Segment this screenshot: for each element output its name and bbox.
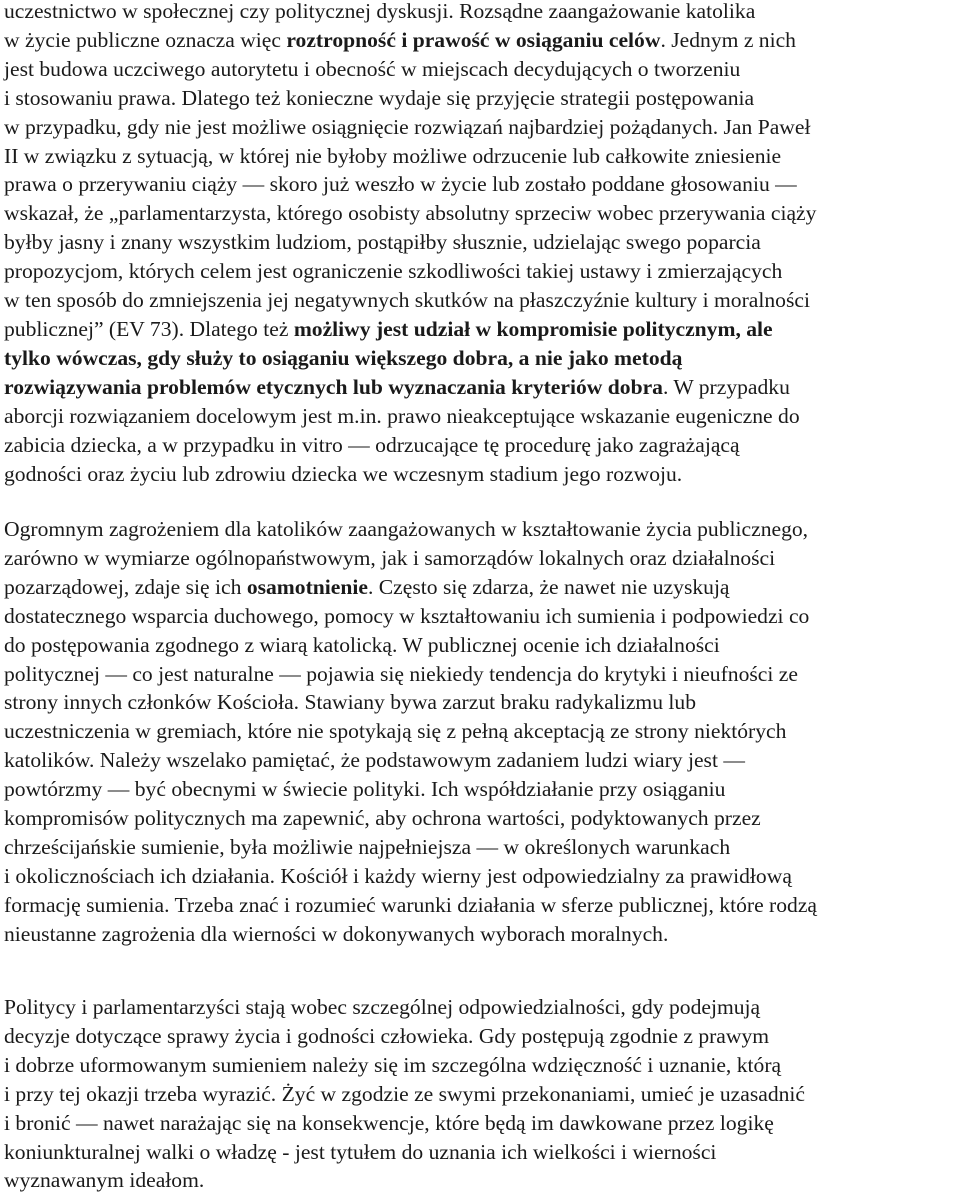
bold-text-segment: możliwy jest udział w kompromisie politycznym, ale <box>293 316 773 341</box>
text-line <box>4 660 817 689</box>
text-segment: formację sumienia. Trzeba znać i rozumieć warunki działania w sferze publicznej, które rodzą <box>4 892 818 917</box>
text-segment: powtórzmy — być obecnymi w świecie polityki. Ich współdziałanie przy osiąganiu <box>4 777 726 802</box>
text-line <box>4 862 817 891</box>
text-line <box>4 804 817 833</box>
text-segment: pozarządowej, zdaje się ich <box>4 574 247 599</box>
text-line <box>4 402 816 431</box>
text-line <box>4 26 816 55</box>
text-segment: godności oraz życiu lub zdrowiu dziecka we wczesnym stadium jego rozwoju. <box>4 461 683 486</box>
text-line <box>4 170 816 199</box>
text-segment: decyzje dotyczące sprawy życia i godności człowieka. Gdy postępują zgodnie z prawym <box>4 1023 770 1048</box>
text-segment: Ogromnym zagrożeniem dla katolików zaangażowanych w kształtowanie życia publicznego, <box>4 517 809 541</box>
text-segment: . Jednym z nich <box>660 27 796 52</box>
text-line <box>4 775 817 804</box>
text-segment: i stosowaniu prawa. Dlatego też konieczne wydaje się przyjęcie strategii postępowania <box>4 85 755 110</box>
text-line <box>4 688 817 717</box>
text-line <box>4 920 817 949</box>
text-line <box>4 373 816 402</box>
text-line <box>4 1051 805 1080</box>
text-segment: strony innych członków Kościoła. Stawiany bywa zarzut braku radykalizmu lub <box>4 690 697 715</box>
text-segment: w życie publiczne oznacza więc <box>4 27 287 52</box>
text-segment: katolików. Należy wszelako pamiętać, że podstawowym zadaniem ludzi wiary jest — <box>4 748 745 773</box>
text-line <box>4 1080 805 1109</box>
text-line <box>4 1022 805 1051</box>
text-line <box>4 344 816 373</box>
text-segment: Politycy i parlamentarzyści stają wobec szczególnej odpowiedzialności, gdy podejmują <box>4 995 761 1019</box>
bold-text-segment: tylko wówczas, gdy służy to osiąganiu większego dobra, a nie jako metodą <box>4 345 683 370</box>
text-segment: . W przypadku <box>662 374 790 399</box>
text-segment: koniunkturalnej walki o władzę - jest tytułem do uznania ich wielkości i wierności <box>4 1139 717 1164</box>
text-line <box>4 602 817 631</box>
text-line <box>4 833 817 862</box>
text-segment: wyznawanym ideałom. <box>4 1168 205 1193</box>
text-segment: byłby jasny i znany wszystkim ludziom, postąpiłby słusznie, udzielając swego poparcia <box>4 230 761 255</box>
text-segment: chrześcijańskie sumienie, była możliwie najpełniejsza — w określonych warunkach <box>4 834 731 859</box>
text-segment: jest budowa uczciwego autorytetu i obecność w miejscach decydujących o tworzeniu <box>4 56 741 81</box>
text-segment: wskazał, że „parlamentarzysta, którego osobisty absolutny sprzeciw wobec przerywania ciąży <box>4 201 817 226</box>
text-segment: dostatecznego wsparcia duchowego, pomocy w kształtowaniu ich sumienia i podpowiedzi co <box>4 603 810 628</box>
text-line <box>4 631 817 660</box>
text-segment: i dobrze uformowanym sumieniem należy się im szczególna wdzięczność i uznanie, którą <box>4 1052 782 1077</box>
text-segment: . Często się zdarza, że nawet nie uzyskują <box>367 574 730 599</box>
text-line <box>4 286 816 315</box>
text-segment: politycznej — co jest naturalne — pojawia się niekiedy tendencja do krytyki i nieufności ze <box>4 661 798 686</box>
text-line <box>4 84 816 113</box>
text-segment: uczestniczenia w gremiach, które nie spotykają się z pełną akceptacją ze strony niektórych <box>4 719 787 744</box>
text-line <box>4 1138 805 1167</box>
paragraph <box>4 993 805 1195</box>
text-line <box>4 55 816 84</box>
text-line <box>4 0 816 26</box>
text-line <box>4 891 817 920</box>
text-line <box>4 515 817 544</box>
text-segment: i bronić — nawet narażając się na konsekwencje, które będą im dawkowane przez logikę <box>4 1110 774 1135</box>
text-segment: kompromisów politycznych ma zapewnić, aby ochrona wartości, podyktowanych przez <box>4 806 761 831</box>
text-line <box>4 746 817 775</box>
paragraph <box>4 0 816 488</box>
bold-text-segment: osamotnienie <box>246 574 368 599</box>
text-segment: nieustanne zagrożenia dla wierności w dokonywanych wyborach moralnych. <box>4 921 669 946</box>
text-line <box>4 460 816 489</box>
text-line <box>4 544 817 573</box>
text-segment: i okolicznościach ich działania. Kościół i każdy wierny jest odpowiedzialny za prawidłową <box>4 863 792 888</box>
text-line <box>4 315 816 344</box>
text-line <box>4 257 816 286</box>
text-segment: w przypadku, gdy nie jest możliwe osiągnięcie rozwiązań najbardziej pożądanych. Jan Paweł <box>4 114 811 139</box>
paragraph <box>4 515 817 949</box>
text-segment: propozycjom, których celem jest ograniczenie szkodliwości takiej ustawy i zmierzających <box>4 259 783 284</box>
text-line <box>4 717 817 746</box>
text-segment: zabicia dziecka, a w przypadku in vitro — odrzucające tę procedurę jako zagrażającą <box>4 432 740 457</box>
text-line <box>4 142 816 171</box>
text-line <box>4 573 817 602</box>
text-segment: aborcji rozwiązaniem docelowym jest m.in. prawo nieakceptujące wskazanie eugeniczne do <box>4 403 800 428</box>
text-segment: publicznej” (EV 73). Dlatego też <box>4 316 294 341</box>
text-line <box>4 228 816 257</box>
text-line <box>4 1109 805 1138</box>
bold-text-segment: rozwiązywania problemów etycznych lub wyznaczania kryteriów dobra <box>4 374 663 399</box>
bold-text-segment: roztropność i prawość w osiąganiu celów <box>286 27 661 52</box>
text-segment: do postępowania zgodnego z wiarą katolicką. W publicznej ocenie ich działalności <box>4 632 720 657</box>
text-segment: prawa o przerywaniu ciąży — skoro już weszło w życie lub zostało poddane głosowaniu — <box>4 172 797 197</box>
text-segment: uczestnictwo w społecznej czy politycznej dyskusji. Rozsądne zaangażowanie katolika <box>4 0 756 23</box>
text-line <box>4 199 816 228</box>
text-line <box>4 993 805 1022</box>
text-segment: II w związku z sytuacją, w której nie byłoby możliwe odrzucenie lub całkowite zniesienie <box>4 143 782 168</box>
text-segment: w ten sposób do zmniejszenia jej negatywnych skutków na płaszczyźnie kultury i moralności <box>4 288 810 313</box>
text-segment: zarówno w wymiarze ogólnopaństwowym, jak i samorządów lokalnych oraz działalności <box>4 545 776 570</box>
text-segment: i przy tej okazji trzeba wyrazić. Żyć w zgodzie ze swymi przekonaniami, umieć je uzasadnić <box>4 1081 806 1106</box>
text-line <box>4 113 816 142</box>
text-line <box>4 431 816 460</box>
